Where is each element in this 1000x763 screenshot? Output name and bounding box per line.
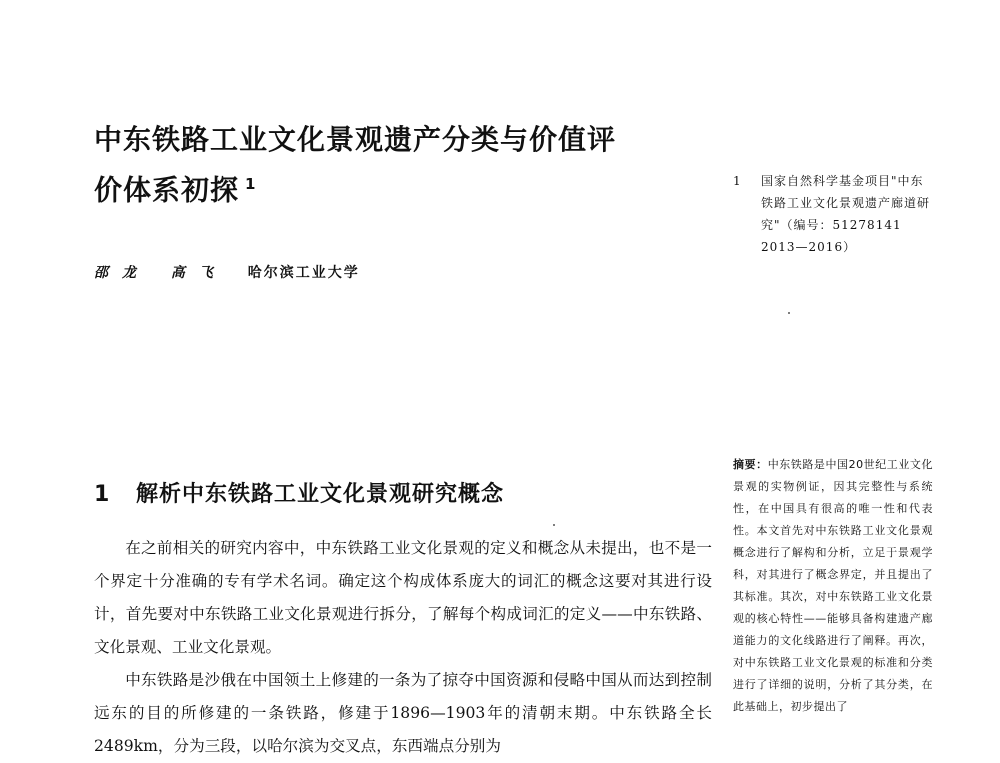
abstract xyxy=(733,454,933,748)
footnote-text: 国家自然科学基金项目"中东铁路工业文化景观遗产廊道研究"（编号：51278141 2013—2016） xyxy=(761,174,931,254)
author-affiliation: 哈尔滨工业大学 xyxy=(247,265,360,281)
title-line-2-text: 价体系初探 xyxy=(94,173,240,207)
abstract-text: 中东铁路是中国20世纪工业文化景观的实物例证，因其完整性与系统性，在中国具有很高的唯一性和代表性。本文首先对中东铁路工业文化景观概念进行了解构和分析，立足于景观学科，对其进行了概念界定，并且提出了其标准。其次，对中东铁路工业文化景观的核心特性——能够具备构建遗产廊道能力的文化线路进行了阐释。再次，对中东铁路工业文化景观的标准和分类进行了详细的说明，分析了其分类，在此基础上，初步提出了 xyxy=(733,458,933,713)
author-line xyxy=(94,262,360,282)
title-line-2 xyxy=(94,162,734,212)
author-name: 邵龙 xyxy=(94,265,150,281)
section-number: 1 xyxy=(94,482,111,507)
section-heading xyxy=(94,477,504,508)
scan-speck xyxy=(788,312,790,314)
body-paragraph: 在之前相关的研究内容中，中东铁路工业文化景观的定义和概念从未提出，也不是一个界定十分准确的专有学术名词。确定这个构成体系庞大的词汇的概念这要对其进行设计，首先要对中东铁路工业文化景观进行拆分，了解每个构成词汇的定义——中东铁路、文化景观、工业文化景观。 xyxy=(94,539,712,656)
scan-speck xyxy=(553,524,555,526)
footnote xyxy=(733,170,933,258)
abstract-label: 摘要： xyxy=(733,458,768,471)
title-footnote-mark: 1 xyxy=(245,175,257,193)
paper-title xyxy=(94,118,734,212)
footnote-number: 1 xyxy=(733,174,741,188)
author-name: 高飞 xyxy=(170,265,227,281)
body-paragraph: 中东铁路是沙俄在中国领土上修建的一条为了掠夺中国资源和侵略中国从而达到控制远东的目的所修建的一条铁路，修建于1896—1903年的清朝末期。中东铁路全长2489km，分为三段，以哈尔滨为交叉点，东西端点分别为 xyxy=(94,671,712,755)
section-title: 解析中东铁路工业文化景观研究概念 xyxy=(136,482,505,507)
body-text xyxy=(94,532,712,763)
title-line-1: 中东铁路工业文化景观遗产分类与价值评 xyxy=(94,123,617,156)
